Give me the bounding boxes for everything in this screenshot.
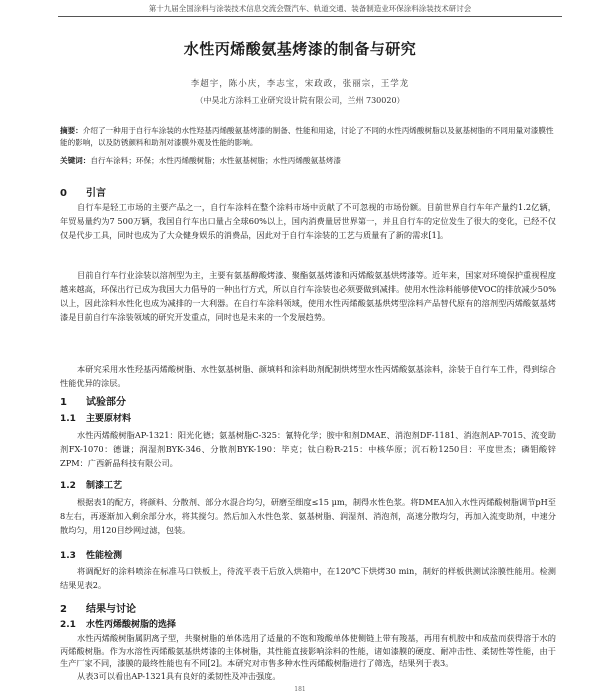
header-rule (58, 16, 562, 17)
subsection-heading-testing (60, 548, 122, 561)
resin-paragraph-2: 从表3可以看出AP-1321具有良好的柔韧性及冲击强度。 (77, 671, 281, 681)
section-heading-results (60, 600, 136, 615)
author-list: 李超宇，陈小庆，李志宝，宋政政，张丽宗，王学龙 (190, 79, 410, 89)
section-number: 1 (60, 397, 67, 408)
subsection-number: 1.1 (60, 414, 76, 424)
subsection-heading-process (60, 478, 122, 491)
keywords-text: 自行车涂料；环保；水性丙烯酸树脂；水性氨基树脂；水性丙烯酸氨基烤漆 (90, 156, 341, 165)
materials-paragraph: 水性丙烯酸树脂AP-1321：阳光化德；氨基树脂C-325：氰特化学；胺中和剂DMAE、消泡剂DF-1181、消泡剂AP-7015、流变助剂FX-1070：德谦；润湿剂BYK-346、分散剂BYK-190：毕克；钛白粉R-215：中核华原；沉石粉1250目：平度世杰；磷钼酸锌ZPM：广西新晶科技有限公司。 (60, 430, 556, 468)
keywords (60, 155, 556, 167)
keywords-label: 关键词： (60, 156, 91, 165)
running-head: 第十九届全国涂料与涂装技术信息交流会暨汽车、轨道交通、装备制造业环保涂料涂装技术研讨会 (148, 4, 472, 13)
subsection-title: 主要原材料 (86, 414, 132, 424)
subsection-title: 性能检测 (86, 551, 123, 561)
testing-paragraph: 将调配好的涂料喷涂在标准马口铁板上，待流平表干后放入烘箱中，在120℃下烘烤30 min，制好的样板供测试涂膜性能用。检测结果见表2。 (60, 566, 556, 590)
section-heading-experimental (60, 393, 126, 408)
subsection-heading-materials (60, 411, 131, 424)
subsection-heading-resin (60, 617, 176, 630)
abstract-label: 摘要： (60, 126, 83, 135)
section-number: 2 (60, 604, 67, 615)
affiliation: （中昊北方涂料工业研究设计院有限公司，兰州 730020） (195, 96, 405, 105)
subsection-title: 水性丙烯酸树脂的选择 (86, 620, 177, 630)
intro-paragraph-1: 自行车是轻工市场的主要产品之一，自行车涂料在整个涂料市场中贡献了不可忽视的市场份额。目前世界自行车年产量约1.2亿辆，年贸易量约为7 500万辆，我国自行车出口量占全球60%以上，国内消费量居世界第一，并且自行车的定位发生了很大的变化，已经不仅仅是代步工具，同时也成为了大众健身娱乐的消费品，因此对于自行车涂装的工艺与质量有了新的需求[1]。 (60, 202, 556, 240)
section-heading-intro (60, 184, 106, 199)
intro-paragraph-2: 目前自行车行业涂装以溶剂型为主，主要有氨基醇酸烤漆、聚酯氨基烤漆和丙烯酸氨基烘烤漆等。近年来，国家对环境保护重视程度越来越高，环保出行已成为我国大力倡导的一种出行方式，所以自行车涂装也必须要做到减排。使用水性涂料能够使VOC的排放减少50%以上，因此涂料水性化也成为减排的一大利器。在自行车涂料领域，使用水性丙烯酸氨基烘烤型涂料产品替代原有的溶剂型丙烯酸氨基烤漆是目前自行车涂装领域的研究开发重点，同时也是未来的一个发展趋势。 (60, 270, 556, 322)
subsection-number: 1.3 (60, 551, 76, 561)
page-number: 181 (294, 686, 306, 693)
paper-title: 水性丙烯酸氨基烤漆的制备与研究 (183, 40, 417, 58)
resin-paragraph-1: 水性丙烯酸树脂属阴离子型，共聚树脂的单体选用了适量的不饱和羧酸单体使侧链上带有羧基，再用有机胺中和成盐而获得溶于水的丙烯酸树脂。作为水溶性丙烯酸氨基烘烤漆的主体树脂，其性能直接影响涂料的性能，诸如漆膜的硬度、耐冲击性、柔韧性等性能，由于生产厂家不同，漆膜的最终性能也有不同[2]。本研究对市售多种水性丙烯酸树脂进行了筛选，结果列于表3。 (60, 633, 556, 668)
section-title: 结果与讨论 (86, 604, 136, 615)
subsection-number: 2.1 (60, 620, 76, 630)
abstract (60, 125, 556, 149)
abstract-text: 介绍了一种用于自行车涂装的水性羟基丙烯酸氨基烤漆的制备、性能和用途，讨论了不同的水性丙烯酸树脂以及氨基树脂的不同用量对漆膜性能的影响，以及防锈颜料和助剂对漆膜外观及性能的影响。 (60, 126, 554, 147)
subsection-number: 1.2 (60, 481, 76, 491)
subsection-title: 制漆工艺 (86, 481, 123, 491)
section-number: 0 (60, 188, 67, 199)
section-title: 引言 (86, 188, 106, 199)
intro-paragraph-3: 本研究采用水性羟基丙烯酸树脂、水性氨基树脂、颜填料和涂料助剂配制烘烤型水性丙烯酸氨基涂料，涂装于自行车工件，得到综合性能优异的涂层。 (60, 364, 556, 388)
process-paragraph: 根据表1的配方，将颜料、分散剂、部分水混合均匀，研磨至细度≤15 μm，制得水性色浆。将DMEA加入水性丙烯酸树脂调节pH至8左右，再逐渐加入剩余部分水，将其搅匀。然后加入水性色浆、氨基树脂、润湿剂、消泡剂，高速分散均匀，再加入流变助剂，中速分散均匀，用120目纱网过滤，包装。 (60, 497, 556, 535)
section-title: 试验部分 (86, 397, 126, 408)
